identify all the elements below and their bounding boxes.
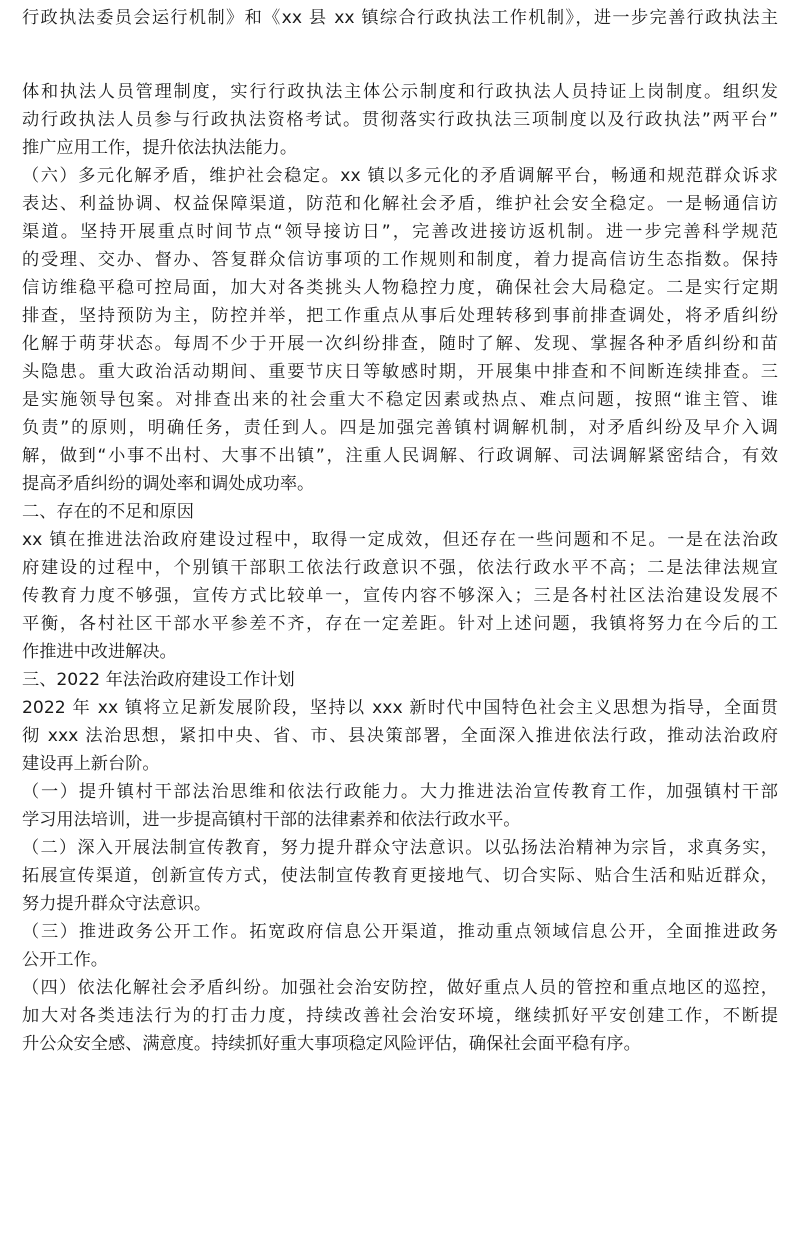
text-line: 动行政执法人员参与行政执法资格考试。贯彻落实行政执法三项制度以及行政执法”两平台” xyxy=(22,110,778,130)
text-line: 排查，坚持预防为主，防控并举，把工作重点从事后处理转移到事前排查调处，将矛盾纠纷 xyxy=(22,306,778,326)
text-line: 提高矛盾纠纷的调处率和调处成功率。 xyxy=(22,474,315,494)
section-heading-6: （六）多元化解矛盾，维护社会稳定。xx 镇以多元化的矛盾调解平台，畅通和规范群众诉求 xyxy=(22,166,778,186)
section-heading-2: 二、存在的不足和原因 xyxy=(22,502,194,522)
text-line: 传教育力度不够强，宣传方式比较单一，宣传内容不够深入；三是各村社区法治建设发展不 xyxy=(22,586,778,606)
text-line: 学习用法培训，进一步提高镇村干部的法律素养和依法行政水平。 xyxy=(22,810,521,830)
text-line: 拓展宣传渠道，创新宣传方式，使法制宣传教育更接地气、切合实际、贴合生活和贴近群众， xyxy=(22,866,778,886)
text-line: 信访维稳平稳可控局面，加大对各类挑头人物稳控力度，确保社会大局稳定。二是实行定期 xyxy=(22,278,778,298)
text-line: 渠道。坚持开展重点时间节点“领导接访日”，完善改进接访返机制。进一步完善科学规范 xyxy=(22,222,778,242)
text-line: 作推进中改进解决。 xyxy=(22,642,177,662)
text-line: 努力提升群众守法意识。 xyxy=(22,894,212,914)
text-line: 解，做到“小事不出村、大事不出镇”，注重人民调解、行政调解、司法调解紧密结合，有效 xyxy=(22,446,778,466)
text-line: 化解于萌芽状态。每周不少于开展一次纠纷排查，随时了解、发现、掌握各种矛盾纠纷和苗 xyxy=(22,334,778,354)
text-line: 头隐患。重大政治活动期间、重要节庆日等敏感时期，开展集中排查和不间断连续排查。三 xyxy=(22,362,778,382)
text-line: xx 镇在推进法治政府建设过程中，取得一定成效，但还存在一些问题和不足。一是在法治政 xyxy=(22,530,778,550)
text-line: 府建设的过程中，个别镇干部职工依法行政意识不强，依法行政水平不高；二是法律法规宣 xyxy=(22,558,778,578)
text-line: 行政执法委员会运行机制》和《xx 县 xx 镇综合行政执法工作机制》，进一步完善行政执法主 xyxy=(22,8,778,28)
subsection-heading-2: （二）深入开展法制宣传教育，努力提升群众守法意识。以弘扬法治精神为宗旨，求真务实， xyxy=(22,838,778,858)
text-line: 2022 年 xx 镇将立足新发展阶段，坚持以 xxx 新时代中国特色社会主义思想为指导，全面贯 xyxy=(22,698,778,718)
text-line: 平衡，各村社区干部水平参差不齐，存在一定差距。针对上述问题，我镇将努力在今后的工 xyxy=(22,614,778,634)
section-heading-3: 三、2022 年法治政府建设工作计划 xyxy=(22,670,295,690)
text-line: 加大对各类违法行为的打击力度，持续改善社会治安环境，继续抓好平安创建工作，不断提 xyxy=(22,1006,778,1026)
subsection-heading-1: （一）提升镇村干部法治思维和依法行政能力。大力推进法治宣传教育工作，加强镇村干部 xyxy=(22,782,778,802)
text-line: 负责”的原则，明确任务，责任到人。四是加强完善镇村调解机制，对矛盾纠纷及早介入调 xyxy=(22,418,778,438)
text-line: 公开工作。 xyxy=(22,950,108,970)
text-line: 表达、利益协调、权益保障渠道，防范和化解社会矛盾，维护社会安全稳定。一是畅通信访 xyxy=(22,194,778,214)
text-line: 彻 xxx 法治思想，紧扣中央、省、市、县决策部署，全面深入推进依法行政，推动法治政府 xyxy=(22,726,778,746)
text-line: 体和执法人员管理制度，实行行政执法主体公示制度和行政执法人员持证上岗制度。组织发 xyxy=(22,82,778,102)
subsection-heading-4: （四）依法化解社会矛盾纠纷。加强社会治安防控，做好重点人员的管控和重点地区的巡控， xyxy=(22,978,778,998)
subsection-heading-3: （三）推进政务公开工作。拓宽政府信息公开渠道，推动重点领域信息公开，全面推进政务 xyxy=(22,922,778,942)
text-line: 是实施领导包案。对排查出来的社会重大不稳定因素或热点、难点问题，按照“谁主管、谁 xyxy=(22,390,778,410)
text-line: 建设再上新台阶。 xyxy=(22,754,160,774)
text-line: 推广应用工作，提升依法执法能力。 xyxy=(22,138,298,158)
text-line: 升公众安全感、满意度。持续抓好重大事项稳定风险评估，确保社会面平稳有序。 xyxy=(22,1034,641,1054)
text-line: 的受理、交办、督办、答复群众信访事项的工作规则和制度，着力提高信访生态指数。保持 xyxy=(22,250,778,270)
